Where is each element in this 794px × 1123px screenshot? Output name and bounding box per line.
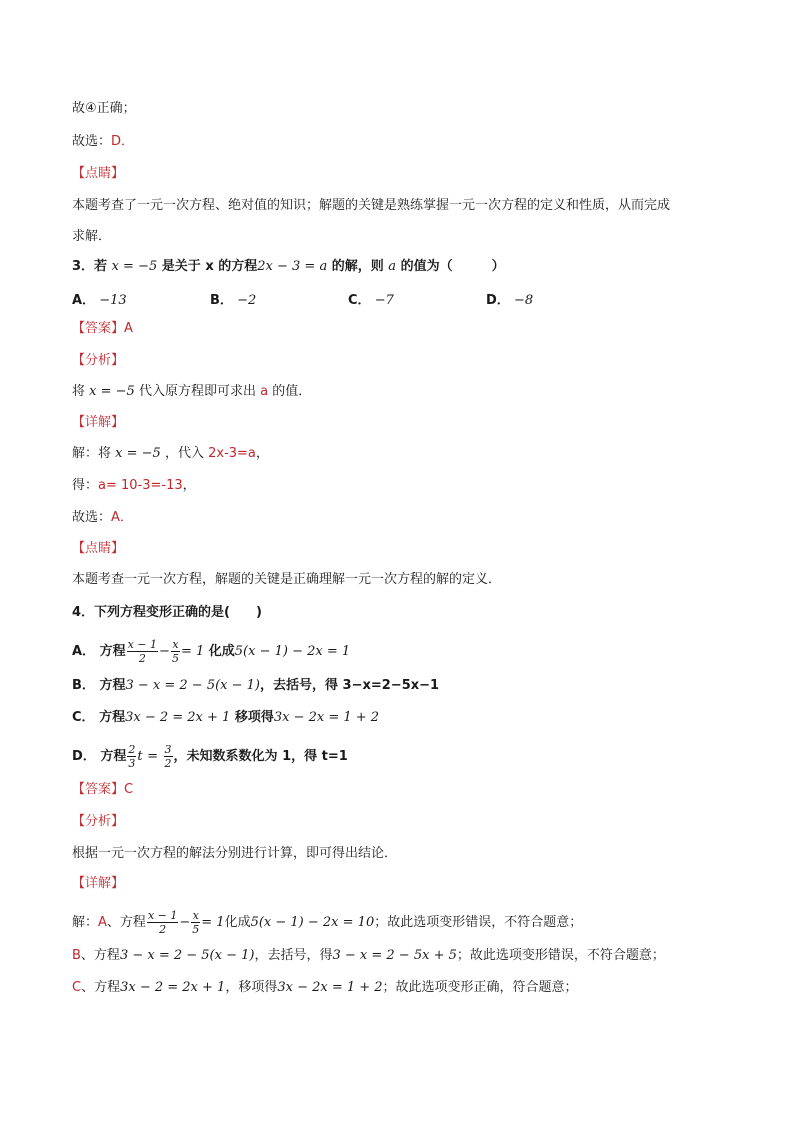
- math-expression: 3 − x = 2 − 5(x − 1): [119, 948, 255, 963]
- denominator: 2: [164, 757, 172, 770]
- answer-value: C: [124, 782, 134, 797]
- math-expression: 3x − 2 = 2x + 1: [120, 980, 226, 995]
- option-d: [486, 289, 533, 308]
- denominator: 5: [192, 923, 200, 936]
- fraction: [191, 909, 200, 936]
- q4-option-c: [72, 709, 379, 727]
- analysis-text: 将: [72, 384, 86, 399]
- fraction: [147, 909, 178, 936]
- option-c: [348, 289, 394, 308]
- denominator: 5: [171, 652, 179, 665]
- conclusion-line: [72, 100, 136, 118]
- detail-text: 解：将: [72, 446, 112, 461]
- question-4-stem: [72, 604, 262, 622]
- q4-detail-c: [72, 979, 578, 997]
- option-text: ，未知数系数化为 1，得: [173, 749, 318, 764]
- comment-tag: 【点睛】: [72, 166, 125, 181]
- detail-text: 解：: [72, 915, 99, 930]
- choice-prefix: 故选：: [72, 134, 112, 149]
- analysis-variable: a: [260, 384, 269, 399]
- numerator: x − 1: [147, 909, 178, 922]
- q4-detail-b: [72, 947, 665, 965]
- numerator: 3: [164, 743, 172, 756]
- math-expression: 3 − x = 2 − 5(x − 1): [125, 678, 260, 693]
- option-label: C．: [72, 710, 95, 725]
- q4-option-d: [72, 743, 348, 770]
- detail-text: ，代入: [164, 446, 204, 461]
- option-text: ，去括号，得: [260, 678, 339, 693]
- analysis-line: [72, 383, 311, 401]
- analysis-tag: 【分析】: [72, 353, 125, 368]
- option-label: C．: [348, 293, 371, 308]
- answer-value: A: [124, 321, 133, 336]
- denominator: 2: [138, 652, 146, 665]
- option-value: −13: [99, 293, 127, 308]
- analysis-text: 的值．: [272, 384, 312, 399]
- math-expression: x = −5: [111, 259, 158, 274]
- detail-line-2: [72, 477, 196, 495]
- math-expression: 3x − 2 = 2x + 1: [125, 710, 231, 725]
- option-b: [210, 289, 256, 308]
- math-expression: = 1: [201, 915, 225, 930]
- choice-line: [72, 133, 134, 151]
- math-variable: x: [205, 259, 214, 274]
- q4-detail-a: [72, 909, 582, 936]
- math-variable: t: [137, 749, 143, 764]
- math-operator: −: [159, 644, 170, 659]
- math-expression: x = −5: [89, 384, 135, 399]
- q4-option-b: [72, 677, 439, 695]
- analysis-text: 代入原方程即可求出: [138, 384, 256, 399]
- fraction: [164, 743, 173, 770]
- numerator: x: [172, 638, 179, 651]
- q4-detail-tag: 【详解】: [72, 876, 125, 891]
- fraction: [127, 743, 136, 770]
- math-expression: 2x − 3 = a: [257, 259, 328, 274]
- question-number: 3．: [72, 259, 95, 274]
- choice-answer: D．: [111, 134, 135, 149]
- detail-option-label: A: [98, 915, 107, 930]
- option-a: [72, 289, 127, 308]
- stem-text: 是关于: [161, 259, 201, 274]
- detail-tag: 【详解】: [72, 415, 125, 430]
- detail-text: ，去括号，得: [254, 948, 333, 963]
- math-operator: −: [179, 915, 191, 930]
- conclusion-text: 故④正确；: [72, 101, 136, 116]
- fraction: [127, 638, 158, 665]
- comment-line-2: 求解．: [72, 229, 112, 244]
- question-number: 4．: [72, 605, 95, 620]
- denominator: 3: [128, 757, 136, 770]
- option-label: A．: [72, 293, 96, 308]
- detail-text: 故选：: [72, 510, 112, 525]
- question-3-stem: [72, 258, 505, 276]
- option-text: 方程: [100, 749, 127, 764]
- math-expression: = 1: [180, 644, 205, 659]
- denominator: 2: [159, 923, 167, 936]
- option-label: B．: [210, 293, 233, 308]
- stem-text: 下列方程变形正确的是( ): [94, 605, 262, 620]
- option-label: D．: [72, 749, 96, 764]
- numerator: x − 1: [127, 638, 158, 651]
- detail-highlight: a= 10-3=-13: [98, 478, 183, 493]
- q4-answer-line: [72, 781, 133, 799]
- comment-line-1: 本题考查了一元一次方程、绝对值的知识；解题的关键是熟练掌握一元一次方程的定义和性质，从而完成: [72, 198, 671, 213]
- numerator: 2: [128, 743, 136, 756]
- option-label: A．: [72, 644, 96, 659]
- option-value: −8: [513, 293, 534, 308]
- answer-tag: 【答案】: [72, 782, 125, 797]
- option-text: 方程: [99, 678, 126, 693]
- q4-option-a: [72, 638, 350, 665]
- detail-text: ，: [255, 446, 269, 461]
- question-3-options: [72, 289, 632, 307]
- detail-text: ；故此选项变形错误，不符合题意；: [456, 948, 665, 963]
- math-expression: 3x − 2x = 1 + 2: [277, 980, 383, 995]
- detail-highlight: 2x-3=a: [208, 446, 256, 461]
- detail-text: ，移项得: [225, 980, 278, 995]
- detail-text: 、方程: [106, 915, 146, 930]
- detail-line-3: [72, 509, 133, 527]
- math-expression: 3 − x = 2 − 5x + 5: [332, 948, 457, 963]
- option-value: −2: [237, 293, 257, 308]
- math-expression: 5(x − 1) − 2x = 10: [250, 915, 375, 930]
- detail-highlight: A．: [111, 510, 133, 525]
- answer-line: [72, 320, 133, 338]
- detail-option-label: B: [72, 948, 81, 963]
- answer-tag: 【答案】: [72, 321, 125, 336]
- detail-text: ；故此选项变形错误，不符合题意；: [374, 915, 583, 930]
- detail-text: ，: [182, 478, 196, 493]
- detail-text: 化成: [224, 915, 251, 930]
- stem-text: 的值为（ ）: [400, 259, 505, 274]
- numerator: x: [192, 909, 199, 922]
- q4-analysis-line: 根据一元一次方程的解法分别进行计算，即可得出结论．: [72, 846, 398, 861]
- detail-text: 、方程: [80, 948, 120, 963]
- math-variable: a: [388, 259, 397, 274]
- stem-text: 若: [94, 259, 108, 274]
- detail-text: 得：: [72, 478, 99, 493]
- detail-line-1: [72, 445, 269, 463]
- comment-line-q3: 本题考查一元一次方程，解题的关键是正确理解一元一次方程的解的定义．: [72, 572, 502, 587]
- detail-text: ；故此选项变形正确，符合题意；: [382, 980, 578, 995]
- option-text: 方程: [99, 644, 126, 659]
- option-text: 化成: [208, 644, 235, 659]
- option-text: 方程: [99, 710, 126, 725]
- option-result: 3−x=2−5x−1: [342, 678, 440, 693]
- option-value: −7: [374, 293, 394, 308]
- option-label: D．: [486, 293, 510, 308]
- q4-analysis-tag: 【分析】: [72, 814, 125, 829]
- fraction: [171, 638, 180, 665]
- detail-option-label: C: [72, 980, 82, 995]
- option-result: t=1: [321, 749, 348, 764]
- stem-text: 的解，则: [331, 259, 384, 274]
- math-operator: =: [147, 749, 159, 764]
- math-expression: x = −5: [115, 446, 161, 461]
- stem-text: 的方程: [218, 259, 258, 274]
- comment-tag-q3: 【点睛】: [72, 541, 125, 556]
- option-text: 移项得: [234, 710, 274, 725]
- detail-text: 、方程: [81, 980, 121, 995]
- option-label: B．: [72, 678, 95, 693]
- math-expression: 3x − 2x = 1 + 2: [273, 710, 380, 725]
- math-expression: 5(x − 1) − 2x = 1: [234, 644, 351, 659]
